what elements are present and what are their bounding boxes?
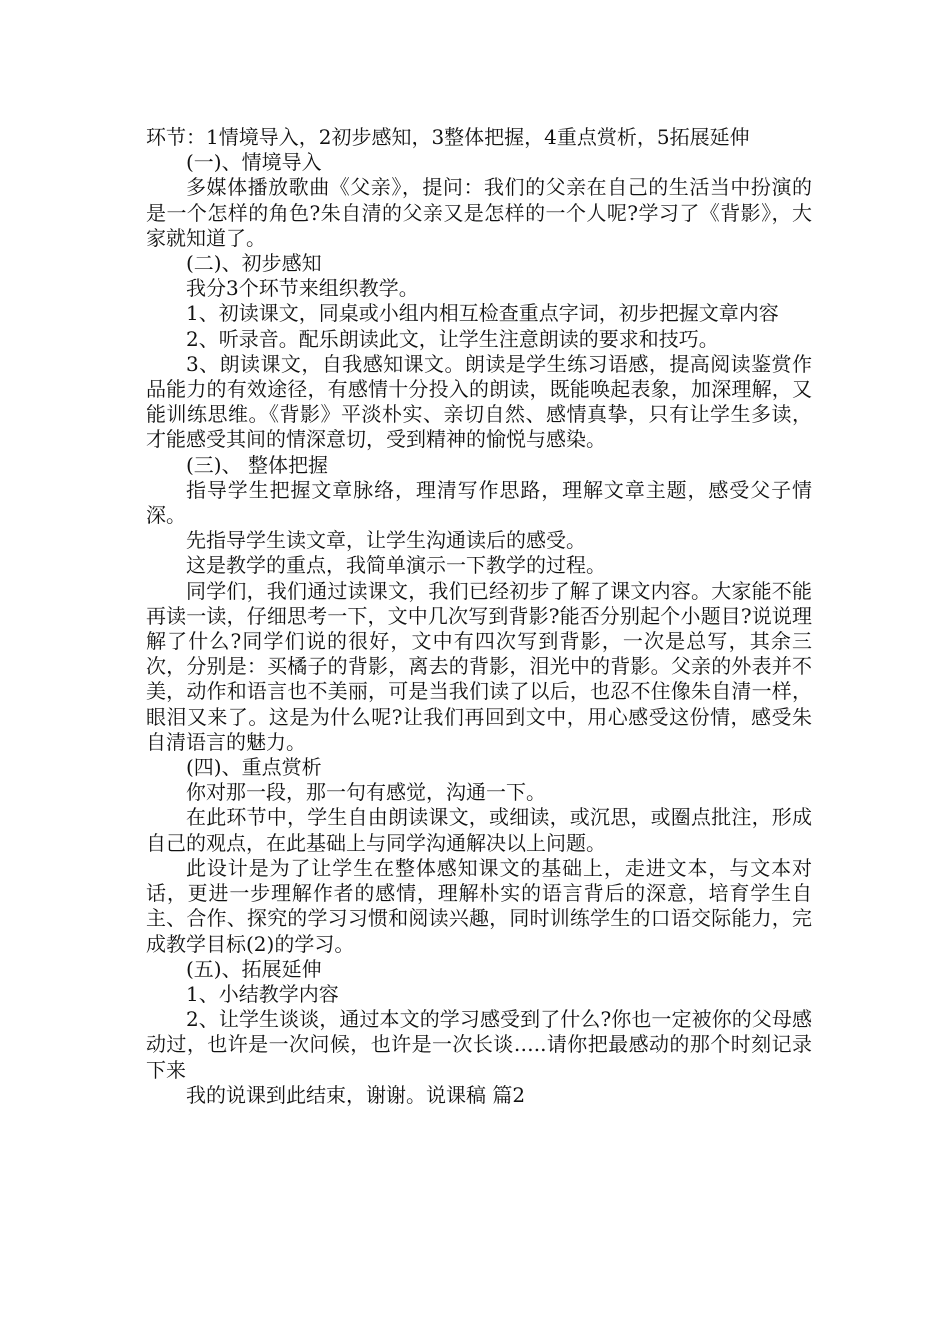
list-item: 1、小结教学内容 [186, 981, 339, 1006]
paragraph: 先指导学生读文章，让学生沟通读后的感受。 [186, 528, 586, 553]
paragraph-steps-overview: 环节：1情境导入，2初步感知，3整体把握，4重点赏析，5拓展延伸 [146, 125, 750, 149]
paragraph: 指导学生把握文章脉络，理清写作思路，理解文章主题，感受父子情深。 [146, 477, 812, 528]
section-heading-5: (五)、拓展延伸 [186, 956, 322, 981]
list-item: 1、初读课文，同桌或小组内相互检查重点字词，初步把握文章内容 [186, 301, 779, 326]
section-heading-2: (二)、初步感知 [186, 251, 322, 276]
section-heading-4: (四)、重点赏析 [186, 755, 322, 780]
closing-paragraph: 我的说课到此结束，谢谢。说课稿 篇2 [186, 1082, 526, 1107]
list-item: 3、朗读课文，自我感知课文。朗读是学生练习语感，提高阅读鉴赏作品能力的有效途径，有感情十分投入的朗读，既能唤起表象，加深理解，又能训练思维。《背影》平淡朴实、亲切自然、感情真挚，只有让学生多读，才能感受其间的情深意切，受到精神的愉悦与感染。 [146, 351, 812, 452]
paragraph: 你对那一段，那一句有感觉，沟通一下。 [186, 780, 546, 805]
paragraph: 此设计是为了让学生在整体感知课文的基础上，走进文本，与文本对话，更进一步理解作者的感情，理解朴实的语言背后的深意，培育学生自主、合作、探究的学习习惯和阅读兴趣，同时训练学生的口语交际能力，完成教学目标(2)的学习。 [146, 855, 812, 956]
paragraph: 在此环节中，学生自由朗读课文，或细读，或沉思，或圈点批注，形成自己的观点，在此基础上与同学沟通解决以上问题。 [146, 805, 812, 855]
document-body [146, 125, 812, 1108]
list-item: 2、让学生谈谈，通过本文的学习感受到了什么?你也一定被你的父母感动过，也许是一次问候，也许是一次长谈…..请你把最感动的那个时刻记录下来 [146, 1007, 812, 1082]
section-heading-3: (三)、 整体把握 [186, 452, 328, 477]
paragraph: 同学们，我们通过读课文，我们已经初步了解了课文内容。大家能不能再读一读，仔细思考一下，文中几次写到背影?能否分别起个小题目?说说理解了什么?同学们说的很好，文中有四次写到背影，一次是总写，其余三次，分别是：买橘子的背影，离去的背影，泪光中的背影。父亲的外表并不美，动作和语言也不美丽，可是当我们读了以后，也忍不住像朱自清一样，眼泪又来了。这是为什么呢?让我们再回到文中，用心感受这份情，感受朱自清语言的魅力。 [146, 578, 812, 754]
list-item: 2、听录音。配乐朗读此文，让学生注意朗读的要求和技巧。 [186, 326, 719, 351]
paragraph: 多媒体播放歌曲《父亲》，提问：我们的父亲在自己的生活当中扮演的是一个怎样的角色?朱自清的父亲又是怎样的一个人呢?学习了《背影》，大家就知道了。 [146, 175, 812, 250]
section-heading-1: (一)、情境导入 [186, 150, 322, 175]
paragraph: 我分3个环节来组织教学。 [186, 276, 419, 301]
paragraph: 这是教学的重点，我简单演示一下教学的过程。 [186, 553, 606, 578]
